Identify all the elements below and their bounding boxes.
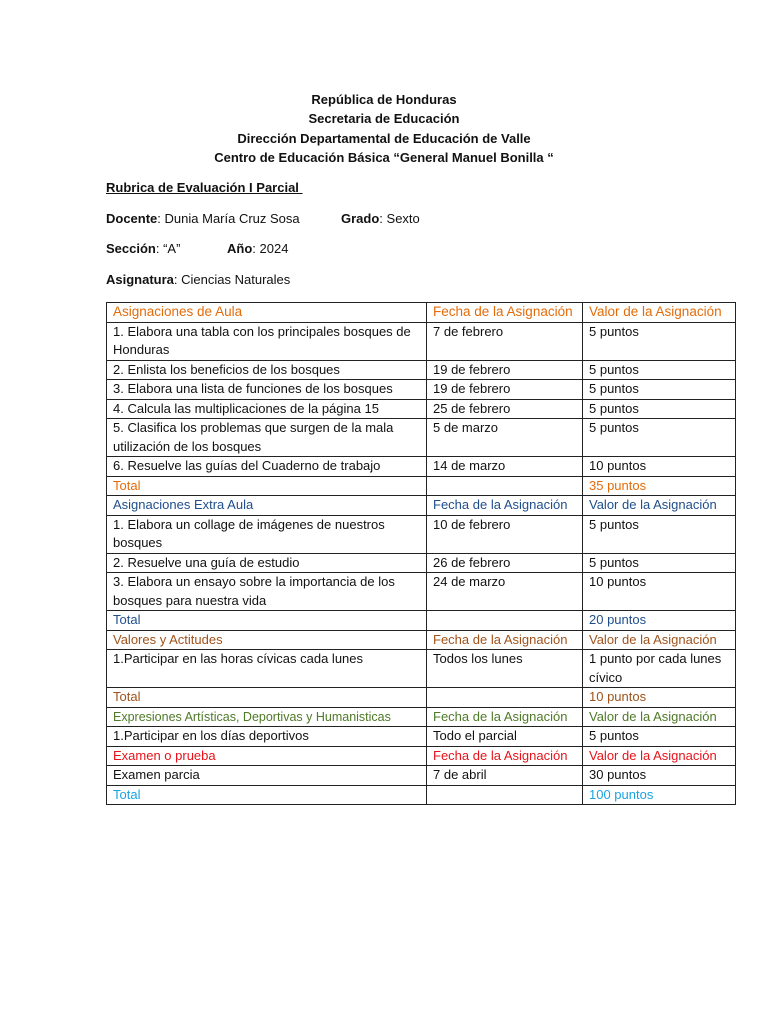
table-section-header-row bbox=[107, 707, 736, 727]
table-cell-activity: Total bbox=[107, 688, 427, 708]
table-cell-date: 25 de febrero bbox=[427, 399, 583, 419]
table-cell-date: 5 de marzo bbox=[427, 419, 583, 457]
table-cell-value: 10 puntos bbox=[583, 457, 736, 477]
docente-line: Docente: Dunia María Cruz Sosa bbox=[106, 211, 300, 226]
table-cell-value: 10 puntos bbox=[583, 573, 736, 611]
seccion-line: Sección: “A” bbox=[106, 241, 181, 256]
table-cell-date bbox=[427, 785, 583, 805]
table-cell-value: 30 puntos bbox=[583, 766, 736, 786]
anio-label: Año bbox=[227, 241, 253, 256]
anio-value: 2024 bbox=[255, 241, 289, 256]
table-cell-activity: 1.Participar en las horas cívicas cada lunes bbox=[107, 650, 427, 688]
table-cell-value: Valor de la Asignación bbox=[583, 303, 736, 323]
header-line-department: Dirección Departamental de Educación de Valle bbox=[237, 130, 531, 146]
table-cell-date: Fecha de la Asignación bbox=[427, 707, 583, 727]
table-section-header-row bbox=[107, 630, 736, 650]
table-total-row bbox=[107, 785, 736, 805]
table-cell-value: 1 punto por cada lunes cívico bbox=[583, 650, 736, 688]
table-cell-activity: 4. Calcula las multiplicaciones de la página 15 bbox=[107, 399, 427, 419]
table-cell-date bbox=[427, 476, 583, 496]
table-cell-activity: Total bbox=[107, 476, 427, 496]
table-cell-activity: Asignaciones Extra Aula bbox=[107, 496, 427, 516]
table-row bbox=[107, 419, 736, 457]
table-cell-activity: Total bbox=[107, 611, 427, 631]
table-row bbox=[107, 360, 736, 380]
table-cell-value: 5 puntos bbox=[583, 553, 736, 573]
grado-line: Grado: Sexto bbox=[341, 211, 420, 226]
rubric-title: Rubrica de Evaluación I Parcial bbox=[106, 180, 303, 195]
table-cell-date: Fecha de la Asignación bbox=[427, 303, 583, 323]
table-cell-activity: Asignaciones de Aula bbox=[107, 303, 427, 323]
header-line-school: Centro de Educación Básica “General Manuel Bonilla “ bbox=[214, 149, 554, 165]
grado-label: Grado bbox=[341, 211, 380, 226]
table-total-row bbox=[107, 688, 736, 708]
evaluation-rubric-table bbox=[106, 302, 736, 805]
table-row bbox=[107, 727, 736, 747]
table-cell-activity: 1. Elabora una tabla con los principales bosques de Honduras bbox=[107, 322, 427, 360]
table-row bbox=[107, 457, 736, 477]
seccion-label: Sección bbox=[106, 241, 156, 256]
table-cell-value: 5 puntos bbox=[583, 399, 736, 419]
table-cell-value: Valor de la Asignación bbox=[583, 496, 736, 516]
table-cell-date: Fecha de la Asignación bbox=[427, 746, 583, 766]
anio-line: Año: 2024 bbox=[227, 241, 289, 256]
table-cell-date: 10 de febrero bbox=[427, 515, 583, 553]
table-cell-value: 35 puntos bbox=[583, 476, 736, 496]
seccion-value: “A” bbox=[159, 241, 181, 256]
table-row bbox=[107, 515, 736, 553]
table-cell-value: 5 puntos bbox=[583, 360, 736, 380]
table-cell-value: 5 puntos bbox=[583, 419, 736, 457]
table-section-header-row bbox=[107, 746, 736, 766]
table-cell-date bbox=[427, 611, 583, 631]
table-cell-date: 19 de febrero bbox=[427, 380, 583, 400]
table-cell-activity: 3. Elabora un ensayo sobre la importancia de los bosques para nuestra vida bbox=[107, 573, 427, 611]
table-cell-date: 7 de febrero bbox=[427, 322, 583, 360]
table-cell-value: Valor de la Asignación bbox=[583, 746, 736, 766]
table-cell-activity: 2. Resuelve una guía de estudio bbox=[107, 553, 427, 573]
table-row bbox=[107, 553, 736, 573]
docente-label: Docente bbox=[106, 211, 158, 226]
table-total-row bbox=[107, 611, 736, 631]
table-row bbox=[107, 380, 736, 400]
table-cell-value: 100 puntos bbox=[583, 785, 736, 805]
table-cell-date: 26 de febrero bbox=[427, 553, 583, 573]
table-row bbox=[107, 399, 736, 419]
table-row bbox=[107, 322, 736, 360]
table-cell-date: Fecha de la Asignación bbox=[427, 630, 583, 650]
asignatura-value: Ciencias Naturales bbox=[177, 272, 291, 287]
table-cell-activity: Total bbox=[107, 785, 427, 805]
table-cell-activity: 1.Participar en los días deportivos bbox=[107, 727, 427, 747]
table-cell-activity: 6. Resuelve las guías del Cuaderno de trabajo bbox=[107, 457, 427, 477]
header-line-secretariat: Secretaria de Educación bbox=[308, 111, 460, 127]
header-line-country: República de Honduras bbox=[311, 92, 457, 107]
table-cell-activity: Valores y Actitudes bbox=[107, 630, 427, 650]
table-cell-date: Todos los lunes bbox=[427, 650, 583, 688]
docente-value: Dunia María Cruz Sosa bbox=[160, 211, 300, 226]
table-row bbox=[107, 766, 736, 786]
table-cell-activity: Examen o prueba bbox=[107, 746, 427, 766]
table-cell-value: 5 puntos bbox=[583, 515, 736, 553]
table-cell-value: 5 puntos bbox=[583, 322, 736, 360]
table-cell-activity: Examen parcia bbox=[107, 766, 427, 786]
table-cell-date: Todo el parcial bbox=[427, 727, 583, 747]
table-section-header-row bbox=[107, 303, 736, 323]
table-cell-date: 14 de marzo bbox=[427, 457, 583, 477]
asignatura-label: Asignatura bbox=[106, 272, 174, 287]
asignatura-line: Asignatura: Ciencias Naturales bbox=[106, 272, 291, 287]
table-total-row bbox=[107, 476, 736, 496]
document-header bbox=[0, 90, 768, 167]
table-cell-date: 7 de abril bbox=[427, 766, 583, 786]
table-cell-value: 5 puntos bbox=[583, 380, 736, 400]
table-cell-activity: 5. Clasifica los problemas que surgen de la mala utilización de los bosques bbox=[107, 419, 427, 457]
grado-value: Sexto bbox=[382, 211, 420, 226]
table-cell-activity: 3. Elabora una lista de funciones de los bosques bbox=[107, 380, 427, 400]
table-row bbox=[107, 573, 736, 611]
table-cell-activity: Expresiones Artísticas, Deportivas y Humanisticas bbox=[107, 707, 427, 727]
table-section-header-row bbox=[107, 496, 736, 516]
table-cell-activity: 2. Enlista los beneficios de los bosques bbox=[107, 360, 427, 380]
table-cell-value: Valor de la Asignación bbox=[583, 630, 736, 650]
table-cell-value: Valor de la Asignación bbox=[583, 707, 736, 727]
table-row bbox=[107, 650, 736, 688]
table-cell-date: 19 de febrero bbox=[427, 360, 583, 380]
table-cell-value: 20 puntos bbox=[583, 611, 736, 631]
table-cell-activity: 1. Elabora un collage de imágenes de nuestros bosques bbox=[107, 515, 427, 553]
table-cell-date: Fecha de la Asignación bbox=[427, 496, 583, 516]
table-cell-value: 10 puntos bbox=[583, 688, 736, 708]
rubric-table-body bbox=[107, 303, 736, 805]
table-cell-value: 5 puntos bbox=[583, 727, 736, 747]
table-cell-date: 24 de marzo bbox=[427, 573, 583, 611]
table-cell-date bbox=[427, 688, 583, 708]
